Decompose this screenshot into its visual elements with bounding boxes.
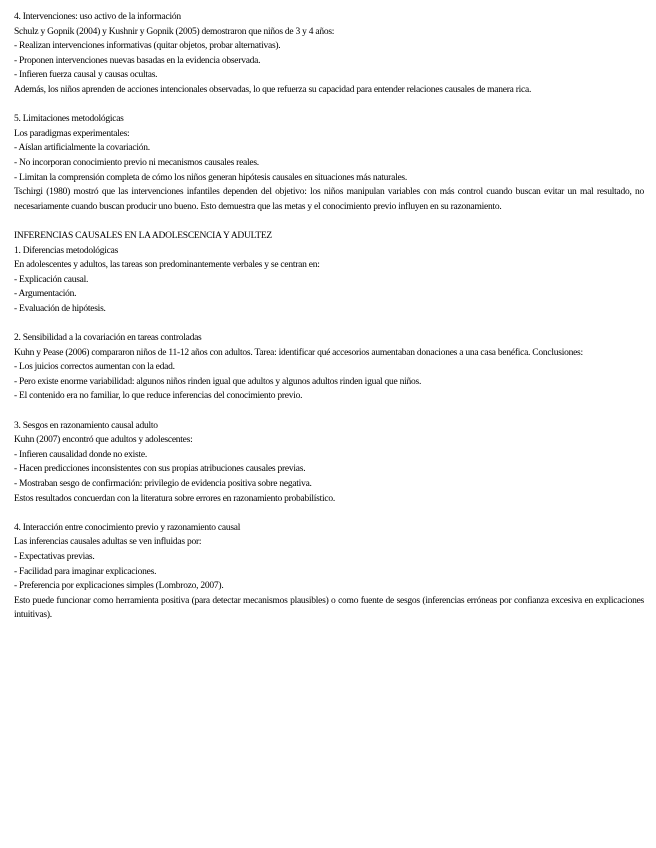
bullet-item: - Hacen predicciones inconsistentes con sus propias atribuciones causales previas.: [14, 464, 306, 475]
bullet-item: - Los juicios correctos aumentan con la edad.: [14, 362, 175, 373]
document-page: [14, 10, 644, 623]
bullet-item: - Explicación causal.: [14, 274, 89, 285]
bullet-item: - El contenido era no familiar, lo que reduce inferencias del conocimiento previo.: [14, 391, 303, 402]
section-heading: 3. Sesgos en razonamiento causal adulto: [14, 420, 158, 431]
text-line: Kuhn (2007) encontró que adultos y adolescentes:: [14, 435, 193, 446]
section-heading: 5. Limitaciones metodológicas: [14, 114, 124, 125]
bullet-item: - Mostraban sesgo de confirmación: privilegio de evidencia positiva sobre negativa.: [14, 479, 312, 489]
section-heading: 2. Sensibilidad a la covariación en tareas controladas: [14, 333, 202, 344]
paragraph: Esto puede funcionar como herramienta positiva (para detectar mecanismos plausibles) o como fuente de sesgos (inferencias erróneas por confianza excesiva en explicaciones intuitivas).: [14, 595, 644, 621]
subheading: 1. Diferencias metodológicas: [14, 245, 119, 256]
section-adolescence: [14, 229, 644, 317]
section-covariation: [14, 331, 644, 404]
section-interventions: [14, 10, 644, 98]
bullet-item: - Limitan la comprensión completa de cómo los niños generan hipótesis causales en situaciones más naturales.: [14, 172, 407, 183]
text-line: Las inferencias causales adultas se ven influidas por:: [14, 537, 202, 548]
chapter-heading: INFERENCIAS CAUSALES EN LA ADOLESCENCIA Y ADULTEZ: [14, 230, 272, 241]
text-line: En adolescentes y adultos, las tareas son predominantemente verbales y se centran en:: [14, 260, 320, 271]
bullet-item: - Pero existe enorme variabilidad: algunos niños rinden igual que adultos y algunos adultos rinden igual que niños.: [14, 376, 422, 387]
section-interaction: [14, 521, 644, 623]
paragraph: Tschirgi (1980) mostró que las intervenciones infantiles dependen del objetivo: los niños manipulan variables con más control cuando buscan evitar un mal resultado, no necesariamente cuando buscan producir uno bueno. Esto demuestra que las metas y el conocimiento previo influyen en su razonamiento.: [14, 187, 644, 212]
bullet-item: - Argumentación.: [14, 289, 77, 300]
paragraph: Kuhn y Pease (2006) compararon niños de 11-12 años con adultos. Tarea: identificar qué accesorios aumentaban donaciones a una casa benéfica. Conclusiones:: [14, 347, 583, 358]
bullet-item: - Aíslan artificialmente la covariación.: [14, 143, 150, 154]
bullet-item: - Facilidad para imaginar explicaciones.: [14, 566, 157, 577]
text-line: Los paradigmas experimentales:: [14, 128, 130, 139]
bullet-item: - Infieren fuerza causal y causas ocultas.: [14, 70, 158, 81]
text-line: Schulz y Gopnik (2004) y Kushnir y Gopnik (2005) demostraron que niños de 3 y 4 años:: [14, 26, 335, 37]
section-biases: [14, 419, 644, 507]
paragraph: Estos resultados concuerdan con la literatura sobre errores en razonamiento probabilístico.: [14, 493, 335, 504]
section-heading: 4. Interacción entre conocimiento previo y razonamiento causal: [14, 522, 241, 533]
section-limitations: [14, 112, 644, 214]
bullet-item: - Infieren causalidad donde no existe.: [14, 449, 147, 460]
bullet-item: - Preferencia por explicaciones simples (Lombrozo, 2007).: [14, 581, 224, 592]
bullet-item: - Proponen intervenciones nuevas basadas en la evidencia observada.: [14, 55, 261, 66]
paragraph: Además, los niños aprenden de acciones intencionales observadas, lo que refuerza su capacidad para entender relaciones causales de manera rica.: [14, 84, 532, 95]
section-heading: 4. Intervenciones: uso activo de la información: [14, 12, 181, 22]
bullet-item: - Expectativas previas.: [14, 551, 95, 562]
bullet-item: - Evaluación de hipótesis.: [14, 303, 106, 314]
bullet-item: - Realizan intervenciones informativas (quitar objetos, probar alternativas).: [14, 41, 281, 52]
bullet-item: - No incorporan conocimiento previo ni mecanismos causales reales.: [14, 157, 259, 168]
